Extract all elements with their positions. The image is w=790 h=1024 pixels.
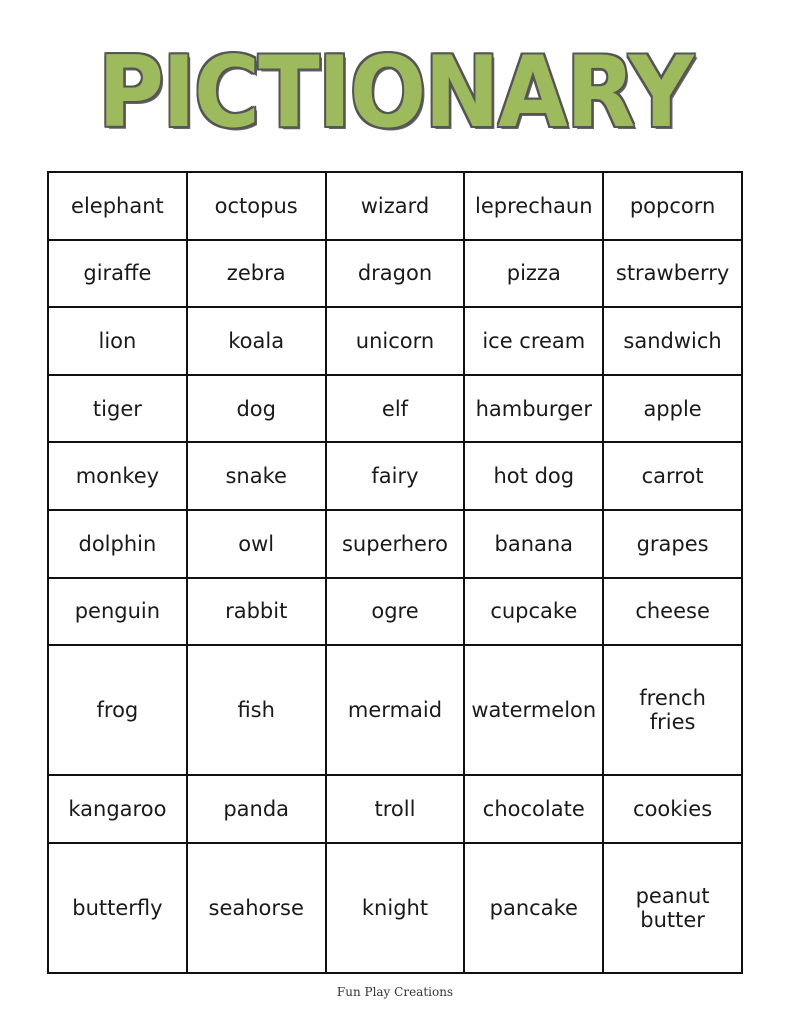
word-cell: knight <box>326 843 465 973</box>
grid-row <box>48 240 742 308</box>
word-cell: owl <box>187 510 326 578</box>
word-cell: watermelon <box>464 645 603 775</box>
word-cell: ice cream <box>464 307 603 375</box>
word-cell: french fries <box>603 645 742 775</box>
word-cell: elf <box>326 375 465 443</box>
grid-row <box>48 578 742 646</box>
word-cell: hot dog <box>464 442 603 510</box>
word-cell: giraffe <box>48 240 187 308</box>
word-cell: monkey <box>48 442 187 510</box>
grid-row <box>48 775 742 843</box>
grid-row <box>48 172 742 240</box>
word-cell: kangaroo <box>48 775 187 843</box>
grid-row <box>48 307 742 375</box>
word-cell: seahorse <box>187 843 326 973</box>
word-cell: lion <box>48 307 187 375</box>
word-cell: cookies <box>603 775 742 843</box>
word-cell: elephant <box>48 172 187 240</box>
word-cell: frog <box>48 645 187 775</box>
word-cell: koala <box>187 307 326 375</box>
word-cell: fish <box>187 645 326 775</box>
word-cell: popcorn <box>603 172 742 240</box>
page-title: PICTIONARY <box>97 36 693 150</box>
word-grid <box>47 171 743 974</box>
word-cell: cheese <box>603 578 742 646</box>
word-cell: cupcake <box>464 578 603 646</box>
word-cell: sandwich <box>603 307 742 375</box>
word-cell: peanut butter <box>603 843 742 973</box>
grid-row <box>48 375 742 443</box>
word-cell: grapes <box>603 510 742 578</box>
word-cell: mermaid <box>326 645 465 775</box>
grid-row <box>48 442 742 510</box>
word-cell: dragon <box>326 240 465 308</box>
word-cell: superhero <box>326 510 465 578</box>
word-cell: pizza <box>464 240 603 308</box>
word-cell: pancake <box>464 843 603 973</box>
word-cell: dog <box>187 375 326 443</box>
word-cell: leprechaun <box>464 172 603 240</box>
word-cell: panda <box>187 775 326 843</box>
word-cell: fairy <box>326 442 465 510</box>
word-cell: banana <box>464 510 603 578</box>
word-cell: snake <box>187 442 326 510</box>
footer-credit: Fun Play Creations <box>336 985 454 999</box>
word-cell: zebra <box>187 240 326 308</box>
word-cell: butterfly <box>48 843 187 973</box>
grid-row <box>48 510 742 578</box>
word-cell: wizard <box>326 172 465 240</box>
word-cell: troll <box>326 775 465 843</box>
word-cell: penguin <box>48 578 187 646</box>
word-cell: chocolate <box>464 775 603 843</box>
word-cell: hamburger <box>464 375 603 443</box>
word-cell: rabbit <box>187 578 326 646</box>
word-cell: apple <box>603 375 742 443</box>
word-cell: strawberry <box>603 240 742 308</box>
word-cell: carrot <box>603 442 742 510</box>
word-cell: unicorn <box>326 307 465 375</box>
word-cell: dolphin <box>48 510 187 578</box>
word-cell: ogre <box>326 578 465 646</box>
grid-row <box>48 843 742 973</box>
word-cell: octopus <box>187 172 326 240</box>
grid-row <box>48 645 742 775</box>
word-cell: tiger <box>48 375 187 443</box>
